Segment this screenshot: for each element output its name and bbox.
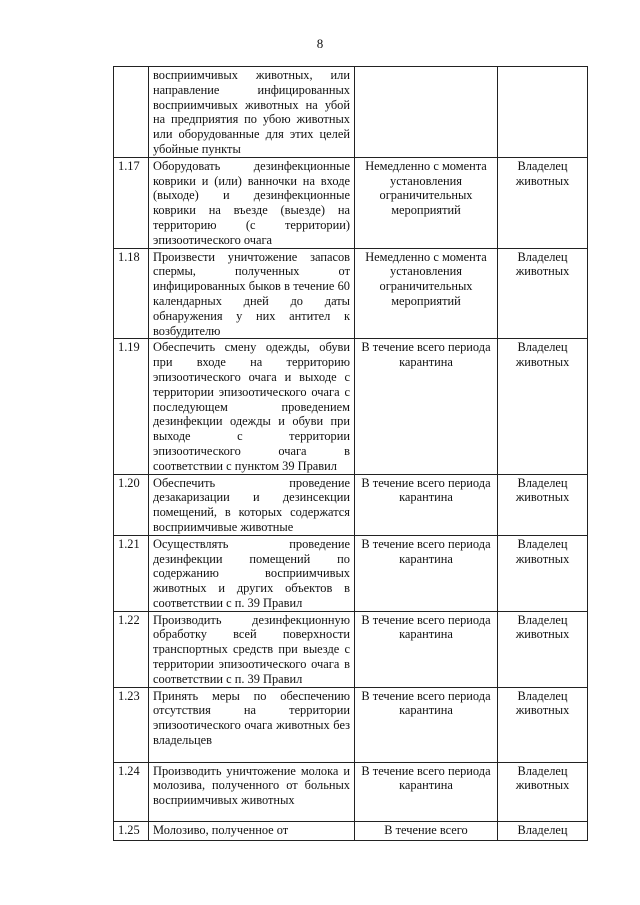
term-cell: В течение всего периода карантина (355, 535, 498, 611)
table-row (114, 339, 588, 474)
table-row (114, 687, 588, 762)
action-cell: Производить уничтожение молока и молозива, полученного от больных восприимчивых животных (149, 762, 355, 821)
responsible-cell: Владелец животных (498, 535, 588, 611)
item-number: 1.21 (114, 535, 149, 611)
term-cell: Немедленно с момента установления ограничительных мероприятий (355, 248, 498, 339)
responsible-cell: Владелец животных (498, 762, 588, 821)
table-row (114, 821, 588, 840)
term-cell: Немедленно с момента установления ограничительных мероприятий (355, 157, 498, 248)
action-cell: Производить дезинфекционную обработку всей поверхности транспортных средств при выезде с территории эпизоотического очага в соответствии с п. 39 Правил (149, 611, 355, 687)
table-row (114, 157, 588, 248)
table-row (114, 248, 588, 339)
responsible-cell: Владелец животных (498, 157, 588, 248)
table-row (114, 474, 588, 535)
action-cell: восприимчивых животных, или направление инфицированных восприимчивых животных на убой на предприятия по убою животных или оборудованные для этих целей убойные пункты (149, 67, 355, 158)
item-number: 1.24 (114, 762, 149, 821)
item-number: 1.19 (114, 339, 149, 474)
term-cell (355, 67, 498, 158)
action-cell: Обеспечить смену одежды, обуви при входе на территорию эпизоотического очага и выходе с территории эпизоотического очага с последующем проведением дезинфекции одежды и обуви при выходе с территории эпизоотического очага в соответствии с пунктом 39 Правил (149, 339, 355, 474)
item-number: 1.23 (114, 687, 149, 762)
action-cell: Осуществлять проведение дезинфекции помещений по содержанию восприимчивых животных и других объектов в соответствии с п. 39 Правил (149, 535, 355, 611)
item-number (114, 67, 149, 158)
item-number: 1.17 (114, 157, 149, 248)
term-cell: В течение всего периода карантина (355, 687, 498, 762)
action-cell: Молозиво, полученное от (149, 821, 355, 840)
table-row (114, 535, 588, 611)
table-row (114, 762, 588, 821)
responsible-cell: Владелец животных (498, 248, 588, 339)
action-cell: Произвести уничтожение запасов спермы, полученных от инфицированных быков в течение 60 календарных дней до даты обнаружения у них антител к возбудителю (149, 248, 355, 339)
page-number: 8 (316, 36, 324, 51)
action-cell: Оборудовать дезинфекционные коврики и (или) ванночки на входе (выходе) и дезинфекционные коврики на въезде (выезде) на территорию (с территории) эпизоотического очага (149, 157, 355, 248)
action-cell: Обеспечить проведение дезакаризации и дезинсекции помещений, в которых содержатся восприимчивые животные (149, 474, 355, 535)
responsible-cell: Владелец (498, 821, 588, 840)
responsible-cell: Владелец животных (498, 687, 588, 762)
responsible-cell: Владелец животных (498, 611, 588, 687)
responsible-cell: Владелец животных (498, 474, 588, 535)
table-row (114, 67, 588, 158)
table-row (114, 611, 588, 687)
term-cell: В течение всего периода карантина (355, 611, 498, 687)
item-number: 1.25 (114, 821, 149, 840)
measures-table (113, 66, 588, 841)
term-cell: В течение всего периода карантина (355, 474, 498, 535)
item-number: 1.18 (114, 248, 149, 339)
action-cell: Принять меры по обеспечению отсутствия на территории эпизоотического очага животных без владельцев (149, 687, 355, 762)
term-cell: В течение всего периода карантина (355, 762, 498, 821)
item-number: 1.20 (114, 474, 149, 535)
responsible-cell (498, 67, 588, 158)
item-number: 1.22 (114, 611, 149, 687)
responsible-cell: Владелец животных (498, 339, 588, 474)
term-cell: В течение всего периода карантина (355, 339, 498, 474)
term-cell: В течение всего (355, 821, 498, 840)
